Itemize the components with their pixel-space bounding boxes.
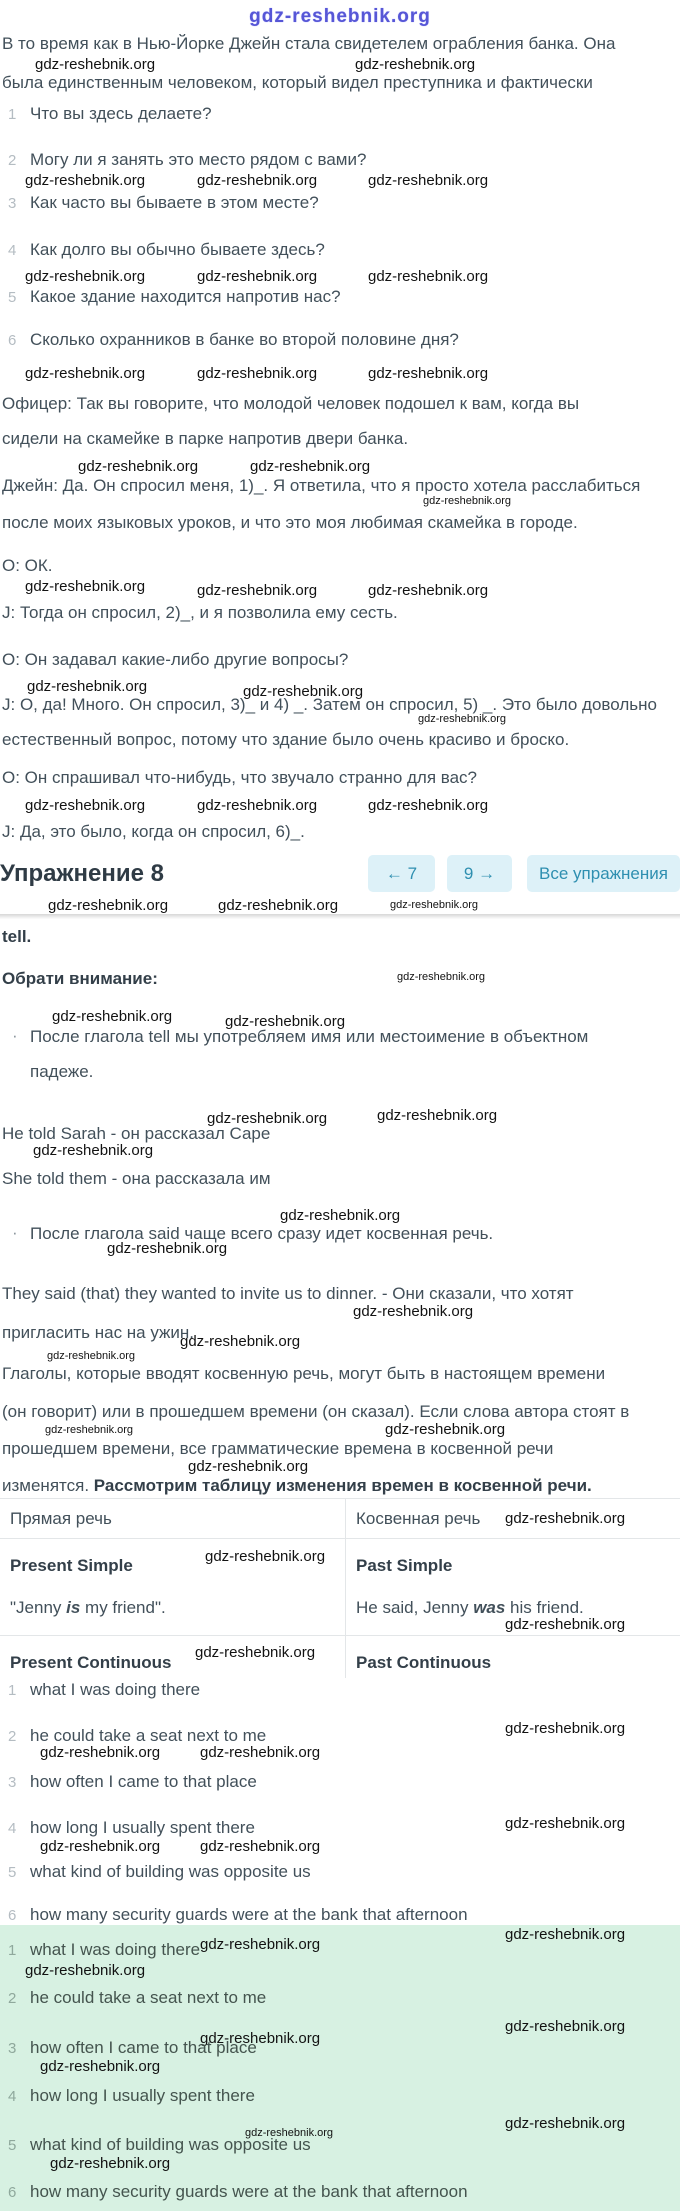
watermark: gdz-reshebnik.org [25, 268, 146, 285]
note-bullet-line: падеже. [30, 1062, 94, 1081]
watermark: gdz-reshebnik.org [200, 1838, 321, 1855]
watermark: gdz-reshebnik.org [50, 2155, 171, 2172]
answer-number: 5 [8, 1864, 17, 1881]
all-exercises-button[interactable]: Все упражнения [527, 855, 680, 892]
bullet-marker: · [12, 1026, 18, 1045]
answer-number: 4 [8, 2088, 17, 2105]
grammar-line: прошедшем времени, все грамматические времена в косвенной речи [2, 1439, 554, 1458]
exercise-title: Упражнение 8 [0, 860, 164, 887]
table-cell-present-simple: Present Simple [10, 1556, 133, 1575]
watermark: gdz-reshebnik.org [197, 797, 318, 814]
answer-number: 1 [8, 1942, 17, 1959]
watermark: gdz-reshebnik.org [505, 1616, 626, 1633]
answer-item: how many security guards were at the bank that afternoon [30, 2182, 468, 2201]
grammar-line [2, 1475, 592, 1496]
watermark: gdz-reshebnik.org [505, 1926, 626, 1943]
dialogue-line: J: О, да! Много. Он спросил, 3)_ и 4) _. Затем он спросил, 5) _. Это было довольно [2, 695, 657, 714]
note-bullet-line: После глагола said чаще всего сразу идет косвенная речь. [30, 1224, 494, 1243]
watermark: gdz-reshebnik.org [107, 1240, 228, 1257]
watermark: gdz-reshebnik.org [505, 1510, 626, 1527]
question-item: Как долго вы обычно бываете здесь? [30, 240, 325, 259]
watermark: gdz-reshebnik.org [418, 713, 507, 725]
attention-heading: Обрати внимание: [2, 969, 158, 988]
answer-item: what kind of building was opposite us [30, 1862, 311, 1881]
watermark: gdz-reshebnik.org [368, 365, 489, 382]
dialogue-line: J: Да, это было, когда он спросил, 6)_. [2, 822, 305, 841]
answer-item: how often I came to that place [30, 1772, 257, 1791]
watermark: gdz-reshebnik.org [243, 683, 364, 700]
dialogue-line: J: Тогда он спросил, 2)_, и я позволила ему сесть. [2, 603, 398, 622]
prev-page-button[interactable]: ← 7 [368, 855, 435, 892]
question-item: Могу ли я занять это место рядом с вами? [30, 150, 367, 169]
watermark: gdz-reshebnik.org [225, 1013, 346, 1030]
watermark: gdz-reshebnik.org [25, 172, 146, 189]
task-fragment: tell. [2, 927, 32, 946]
watermark: gdz-reshebnik.org [47, 1350, 136, 1362]
watermark: gdz-reshebnik.org [33, 1142, 154, 1159]
watermark: gdz-reshebnik.org [207, 1110, 328, 1127]
watermark: gdz-reshebnik.org [218, 897, 339, 914]
watermark: gdz-reshebnik.org [377, 1107, 498, 1124]
watermark: gdz-reshebnik.org [423, 495, 512, 507]
answer-item: what I was doing there [30, 1940, 201, 1959]
watermark: gdz-reshebnik.org [245, 2127, 334, 2139]
grammar-bold: Рассмотрим таблицу изменения времен в косвенной речи. [93, 1476, 592, 1495]
watermark: gdz-reshebnik.org [52, 1008, 173, 1025]
example-line: She told them - она рассказала им [2, 1169, 271, 1188]
watermark: gdz-reshebnik.org [250, 458, 371, 475]
question-number: 2 [8, 152, 17, 169]
dialogue-line: естественный вопрос, потому что здание было очень красиво и броско. [2, 730, 570, 749]
watermark: gdz-reshebnik.org [368, 582, 489, 599]
watermark: gdz-reshebnik.org [385, 1421, 506, 1438]
watermark: gdz-reshebnik.org [197, 268, 318, 285]
watermark: gdz-reshebnik.org [180, 1333, 301, 1350]
watermark: gdz-reshebnik.org [200, 1744, 321, 1761]
answer-number: 5 [8, 2137, 17, 2154]
watermark: gdz-reshebnik.org [205, 1548, 326, 1565]
grammar-line: Глаголы, которые вводят косвенную речь, могут быть в настоящем времени [2, 1364, 606, 1383]
answers-box [0, 1925, 680, 2211]
table-cell-present-continuous: Present Continuous [10, 1653, 172, 1672]
watermark: gdz-reshebnik.org [78, 458, 199, 475]
table-header-direct: Прямая речь [10, 1509, 112, 1528]
answer-number: 3 [8, 2040, 17, 2057]
watermark: gdz-reshebnik.org [505, 2115, 626, 2132]
watermark: gdz-reshebnik.org [390, 899, 479, 911]
question-item: Какое здание находится напротив нас? [30, 287, 341, 306]
question-number: 3 [8, 195, 17, 212]
watermark: gdz-reshebnik.org [48, 897, 169, 914]
answer-item: what I was doing there [30, 1680, 201, 1699]
watermark: gdz-reshebnik.org [200, 1936, 321, 1953]
answer-item: how long I usually spent there [30, 1818, 255, 1837]
watermark: gdz-reshebnik.org [25, 578, 146, 595]
intro-line: была единственным человеком, который видел преступника и фактически [2, 73, 593, 92]
watermark: gdz-reshebnik.org [353, 1303, 474, 1320]
watermark: gdz-reshebnik.org [35, 56, 156, 73]
answer-item: how long I usually spent there [30, 2086, 255, 2105]
watermark: gdz-reshebnik.org [197, 582, 318, 599]
next-page-button[interactable]: 9 → [447, 855, 512, 892]
example-line: He told Sarah - он рассказал Саре [2, 1124, 271, 1143]
bullet-marker: · [12, 1223, 18, 1242]
dialogue-line: О: Он спрашивал что-нибудь, что звучало странно для вас? [2, 768, 478, 787]
question-item: Сколько охранников в банке во второй половине дня? [30, 330, 459, 349]
watermark: gdz-reshebnik.org [25, 1962, 146, 1979]
table-cell-example-indirect: He said, Jenny was his friend. [356, 1598, 584, 1617]
watermark: gdz-reshebnik.org [368, 172, 489, 189]
table-header-indirect: Косвенная речь [356, 1509, 481, 1528]
watermark: gdz-reshebnik.org [45, 1424, 134, 1436]
watermark: gdz-reshebnik.org [27, 678, 148, 695]
answer-number: 3 [8, 1774, 17, 1791]
dialogue-line: сидели на скамейке в парке напротив двери банка. [2, 429, 409, 448]
watermark: gdz-reshebnik.org [505, 2018, 626, 2035]
question-number: 1 [8, 106, 17, 123]
grammar-line: (он говорит) или в прошедшем времени (он сказал). Если слова автора стоят в [2, 1402, 630, 1421]
watermark: gdz-reshebnik.org [355, 56, 476, 73]
answer-number: 2 [8, 1728, 17, 1745]
dialogue-line: Джейн: Да. Он спросил меня, 1)_. Я ответила, что я просто хотела расслабиться [2, 476, 641, 495]
watermark: gdz-reshebnik.org [280, 1207, 401, 1224]
answer-item: what kind of building was opposite us [30, 2135, 311, 2154]
dialogue-line: О: ОК. [2, 556, 53, 575]
grammar-normal: изменятся. [2, 1476, 94, 1495]
example-line: пригласить нас на ужин. [2, 1323, 195, 1342]
watermark: gdz-reshebnik.org [40, 1744, 161, 1761]
watermark: gdz-reshebnik.org [195, 1644, 316, 1661]
dialogue-line: О: Он задавал какие-либо другие вопросы? [2, 650, 349, 669]
watermark: gdz-reshebnik.org [188, 1458, 309, 1475]
watermark: gdz-reshebnik.org [40, 1838, 161, 1855]
site-watermark-header: gdz-reshebnik.org [249, 6, 431, 27]
question-number: 6 [8, 332, 17, 349]
table-cell-example-direct: "Jenny is my friend". [10, 1598, 166, 1617]
table-cell-past-continuous: Past Continuous [356, 1653, 492, 1672]
watermark: gdz-reshebnik.org [197, 365, 318, 382]
answer-number: 1 [8, 1682, 17, 1699]
watermark: gdz-reshebnik.org [197, 172, 318, 189]
section-divider [0, 914, 680, 919]
answer-number: 6 [8, 2184, 17, 2201]
dialogue-line: Офицер: Так вы говорите, что молодой человек подошел к вам, когда вы [2, 394, 580, 413]
answer-item: how many security guards were at the bank that afternoon [30, 1905, 468, 1924]
answer-number: 4 [8, 1820, 17, 1837]
watermark: gdz-reshebnik.org [25, 797, 146, 814]
question-item: Что вы здесь делаете? [30, 104, 212, 123]
watermark: gdz-reshebnik.org [368, 797, 489, 814]
watermark: gdz-reshebnik.org [40, 2058, 161, 2075]
watermark: gdz-reshebnik.org [397, 971, 486, 983]
answer-item: he could take a seat next to me [30, 1726, 267, 1745]
answer-item: how often I came to that place [30, 2038, 257, 2057]
watermark: gdz-reshebnik.org [368, 268, 489, 285]
intro-line: В то время как в Нью-Йорке Джейн стала свидетелем ограбления банка. Она [2, 34, 616, 53]
note-bullet-line: После глагола tell мы употребляем имя или местоимение в объектном [30, 1027, 589, 1046]
answer-number: 6 [8, 1907, 17, 1924]
watermark: gdz-reshebnik.org [505, 1815, 626, 1832]
example-line: They said (that) they wanted to invite us to dinner. - Они сказали, что хотят [2, 1284, 574, 1303]
question-number: 5 [8, 289, 17, 306]
answer-number: 2 [8, 1990, 17, 2007]
watermark: gdz-reshebnik.org [200, 2030, 321, 2047]
dialogue-line: после моих языковых уроков, и что это моя любимая скамейка в городе. [2, 513, 578, 532]
question-number: 4 [8, 242, 17, 259]
table-cell-past-simple: Past Simple [356, 1556, 453, 1575]
question-item: Как часто вы бываете в этом месте? [30, 193, 319, 212]
watermark: gdz-reshebnik.org [505, 1720, 626, 1737]
answer-item: he could take a seat next to me [30, 1988, 267, 2007]
watermark: gdz-reshebnik.org [25, 365, 146, 382]
